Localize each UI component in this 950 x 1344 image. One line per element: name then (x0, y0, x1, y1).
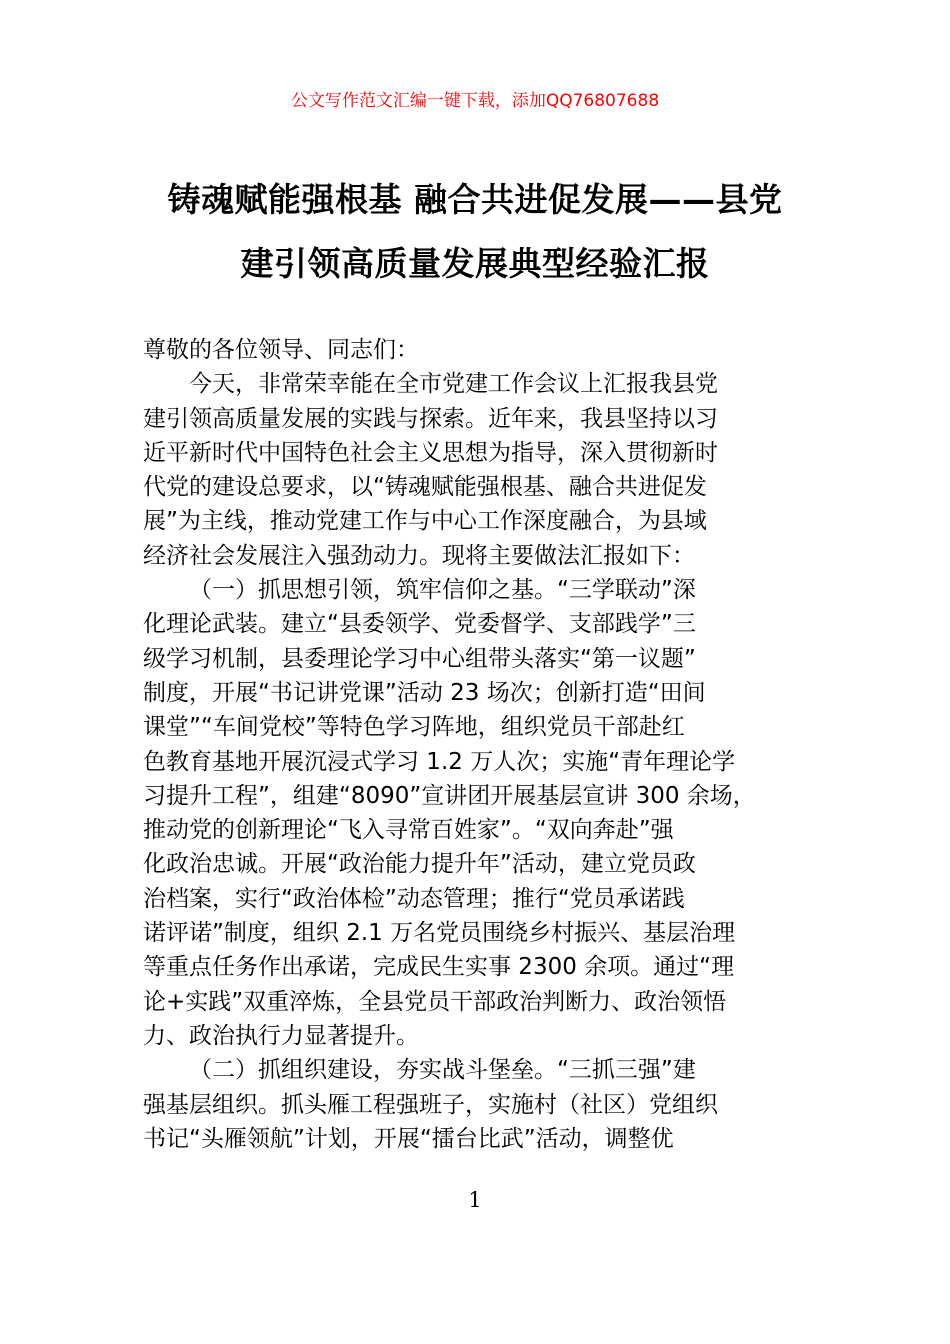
body-line: 力、政治执行力显著提升。 (143, 1022, 419, 1049)
body-line: 治档案，实行“政治体检”动态管理；推行“党员承诺践 (143, 885, 685, 912)
body-line: 化理论武装。建立“县委领学、党委督学、支部践学”三 (143, 611, 696, 638)
document-title (140, 168, 810, 296)
body-line: 化政治忠诚。开展“政治能力提升年”活动，建立党员政 (143, 851, 696, 878)
page-number: 1 (468, 1188, 482, 1212)
body-line: 展”为主线，推动党建工作与中心工作深度融合，为县域 (143, 508, 707, 535)
body-line: 推动党的创新理论“飞入寻常百姓家”。“双向奔赴”强 (143, 817, 674, 844)
title-line: 建引领高质量发展典型经验汇报 (240, 244, 710, 283)
body-line: 强基层组织。抓头雁工程强班子，实施村（社区）党组织 (143, 1091, 718, 1118)
body-line: 习提升工程”，组建“8090”宣讲团开展基层宣讲 300 余场， (143, 782, 756, 809)
body-line: 近平新时代中国特色社会主义思想为指导，深入贯彻新时 (143, 439, 718, 466)
body-line: 建引领高质量发展的实践与探索。近年来，我县坚持以习 (143, 405, 718, 432)
section-heading-line: （一）抓思想引领，筑牢信仰之基。“三学联动”深 (189, 577, 696, 604)
body-line: 等重点任务作出承诺，完成民生实事 2300 余项。通过“理 (143, 954, 735, 981)
body-line: 级学习机制，县委理论学习中心组带头落实“第一议题” (143, 645, 696, 672)
body-line: 代党的建设总要求，以“铸魂赋能强根基、融合共进促发 (143, 474, 707, 501)
title-line: 铸魂赋能强根基 融合共进促发展——县党 (167, 180, 783, 219)
body-line: 课堂”“车间党校”等特色学习阵地，组织党员干部赴红 (143, 714, 685, 741)
body-line: 论+实践”双重淬炼，全县党员干部政治判断力、政治领悟 (143, 988, 727, 1015)
body-line: 经济社会发展注入强劲动力。现将主要做法汇报如下： (143, 542, 695, 569)
body-line: 书记“头雁领航”计划，开展“擂台比武”活动，调整优 (143, 1125, 674, 1152)
document-body (143, 333, 813, 1156)
header-watermark-note: 公文写作范文汇编一键下载，添加QQ76807688 (290, 91, 660, 111)
body-line: 色教育基地开展沉浸式学习 1.2 万人次；实施“青年理论学 (143, 748, 736, 775)
section-heading-line: （二）抓组织建设，夯实战斗堡垒。“三抓三强”建 (189, 1057, 696, 1084)
body-line: 今天，非常荣幸能在全市党建工作会议上汇报我县党 (189, 371, 718, 398)
body-line: 制度，开展“书记讲党课”活动 23 场次；创新打造“田间 (143, 679, 706, 706)
body-line: 诺评诺”制度，组织 2.1 万名党员围绕乡村振兴、基层治理 (143, 920, 736, 947)
salutation: 尊敬的各位领导、同志们： (143, 337, 419, 363)
